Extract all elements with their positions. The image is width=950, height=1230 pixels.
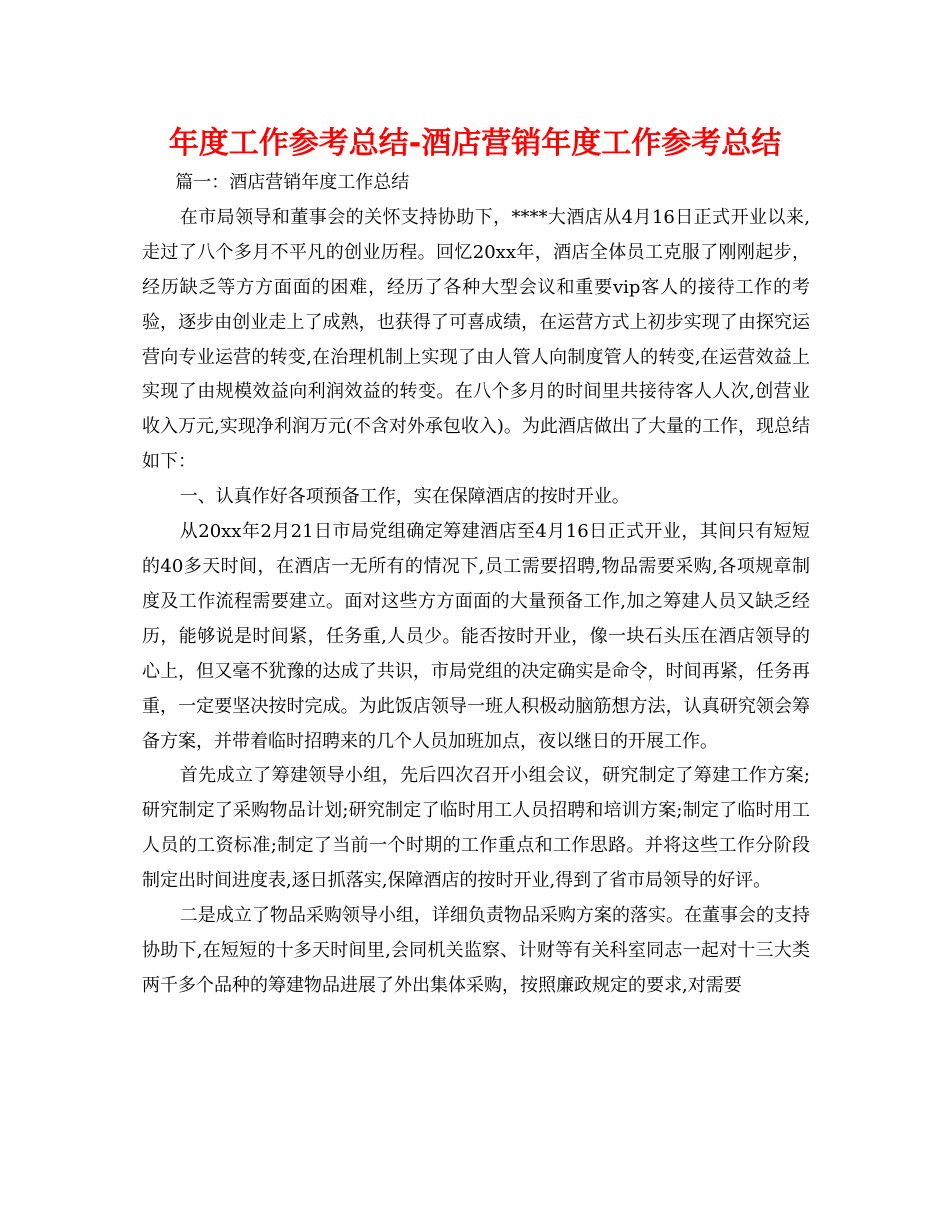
body-paragraph: 二是成立了物品采购领导小组，详细负责物品采购方案的落实。在董事会的支持协助下,在短短的十多天时间里,会同机关监察、计财等有关科室同志一起对十三大类两千多个品种的筹建物品进展了外出集体采购，按照廉政规定的要求,对需要 bbox=[142, 905, 810, 996]
body-paragraph: 从20xx年2月21日市局党组确定筹建酒店至4月16日正式开业，其间只有短短的40多天时间，在酒店一无所有的情况下,员工需要招聘,物品需要采购,各项规章制度及工作流程需要建立。面对这些方方面面的大量预备工作,加之筹建人员又缺乏经历，能够说是时间紧，任务重,人员少。能否按时开业，像一块石头压在酒店领导的心上，但又毫不犹豫的达成了共识，市局党组的决定确实是命令，时间再紧，任务再重，一定要坚决按时完成。为此饭店领导一班人积极动脑筋想方法，认真研究领会筹备方案，并带着临时招聘来的几个人员加班加点，夜以继日的开展工作。 bbox=[142, 521, 810, 752]
body-paragraph: 首先成立了筹建领导小组，先后四次召开小组会议，研究制定了筹建工作方案;研究制定了采购物品计划;研究制定了临时用工人员招聘和培训方案;制定了临时用工人员的工资标准;制定了当前一个时期的工作重点和工作思路。并将这些工作分阶段制定出时间进度表,逐日抓落实,保障酒店的按时开业,得到了省市局领导的好评。 bbox=[142, 765, 810, 892]
document-title: 年度工作参考总结-酒店营销年度工作参考总结 bbox=[168, 126, 782, 161]
section-heading: 一、认真作好各项预备工作，实在保障酒店的按时开业。 bbox=[179, 486, 630, 508]
body-paragraph: 在市局领导和董事会的关怀支持协助下，****大酒店从4月16日正式开业以来,走过了八个多月不平凡的创业历程。回忆20xx年，酒店全体员工克服了刚刚起步，经历缺乏等方方面面的困难，经历了各种大型会议和重要vip客人的接待工作的考验，逐步由创业走上了成熟，也获得了可喜成绩，在运营方式上初步实现了由探究运营向专业运营的转变,在治理机制上实现了由人管人向制度管人的转变,在运营效益上实现了由规模效益向利润效益的转变。在八个多月的时间里共接待客人人次,创营业收入万元,实现净利润万元(不含对外承包收入)。为此酒店做出了大量的工作，现总结如下： bbox=[142, 206, 810, 473]
document-body bbox=[142, 166, 810, 1004]
section-subtitle: 篇一：酒店营销年度工作总结 bbox=[175, 172, 410, 193]
